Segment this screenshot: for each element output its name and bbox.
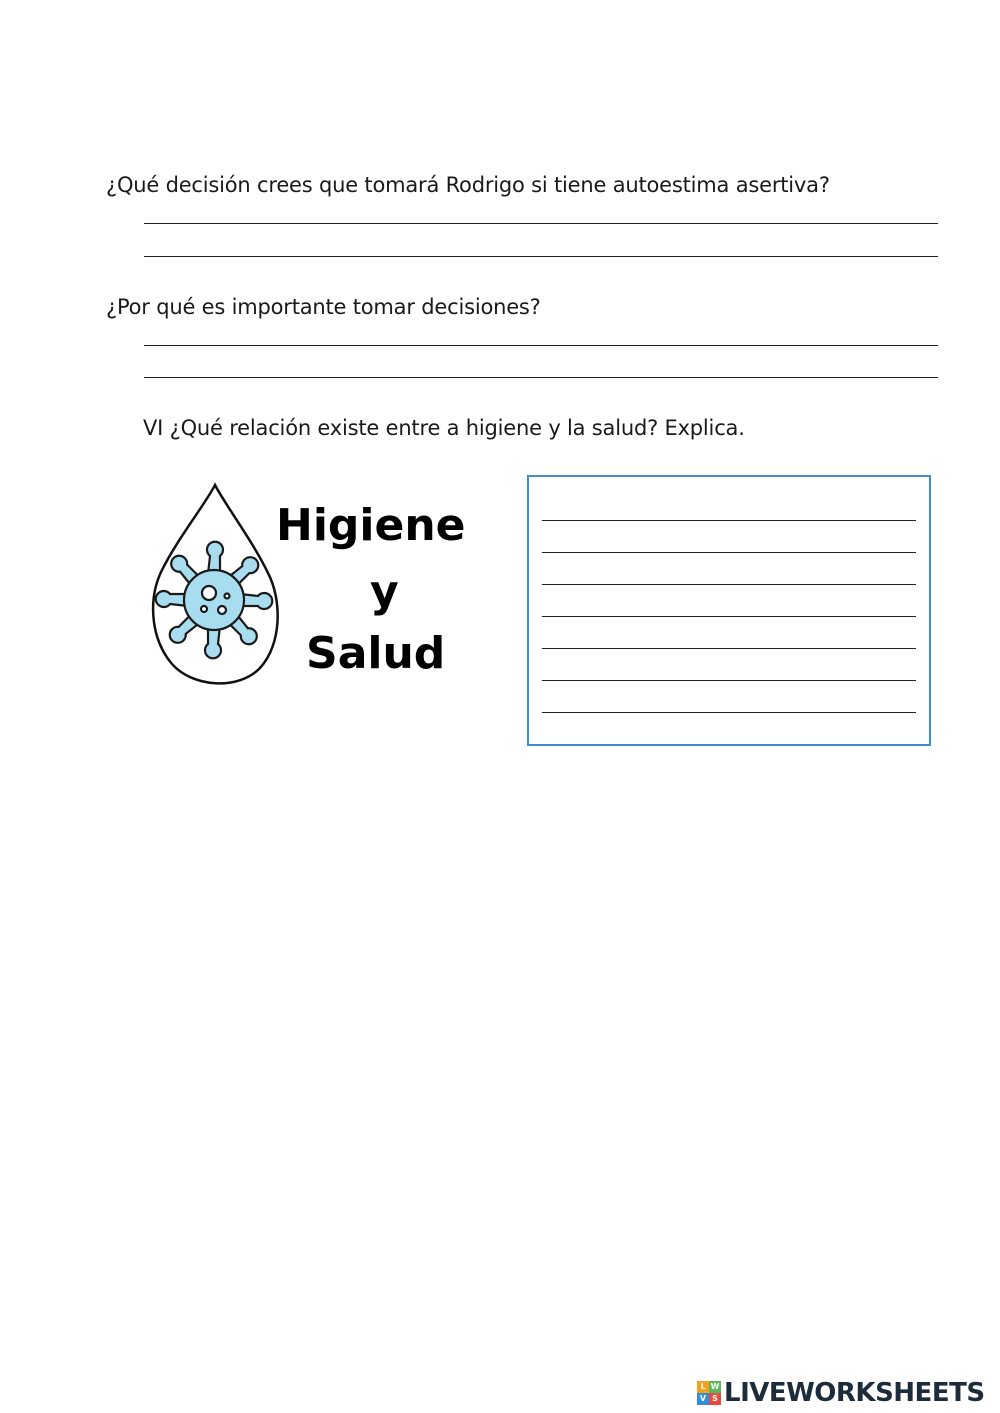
- logo-letter: L: [697, 1381, 709, 1393]
- answer-box-line[interactable]: [542, 616, 916, 617]
- illustration-word-salud: Salud: [306, 628, 446, 679]
- question-3-text: VI ¿Qué relación existe entre a higiene y la salud? Explica.: [143, 416, 745, 440]
- answer-line[interactable]: [144, 223, 938, 224]
- logo-letter: W: [710, 1382, 720, 1391]
- brand-name: LIVEWORKSHEETS: [724, 1378, 985, 1408]
- answer-box-line[interactable]: [542, 712, 916, 713]
- answer-box-line[interactable]: [542, 584, 916, 585]
- answer-line[interactable]: [144, 256, 938, 257]
- answer-box: [527, 475, 931, 746]
- answer-box-line[interactable]: [542, 552, 916, 553]
- illustration-word-higiene: Higiene: [276, 500, 466, 551]
- question-2-text: ¿Por qué es importante tomar decisiones?: [106, 295, 541, 319]
- answer-line[interactable]: [144, 377, 938, 378]
- illustration-word-y: y: [370, 566, 399, 617]
- logo-letter: V: [697, 1393, 709, 1405]
- hygiene-health-illustration: [148, 478, 498, 693]
- question-1-text: ¿Qué decisión crees que tomará Rodrigo si tiene autoestima asertiva?: [106, 173, 830, 197]
- answer-box-line[interactable]: [542, 648, 916, 649]
- answer-line[interactable]: [144, 345, 938, 346]
- answer-box-line[interactable]: [542, 680, 916, 681]
- logo-letter: S: [709, 1393, 721, 1405]
- answer-box-line[interactable]: [542, 520, 916, 521]
- water-drop-with-germ-icon: [148, 478, 283, 693]
- liveworksheets-logo-icon: [697, 1381, 721, 1405]
- liveworksheets-brand: [697, 1378, 985, 1408]
